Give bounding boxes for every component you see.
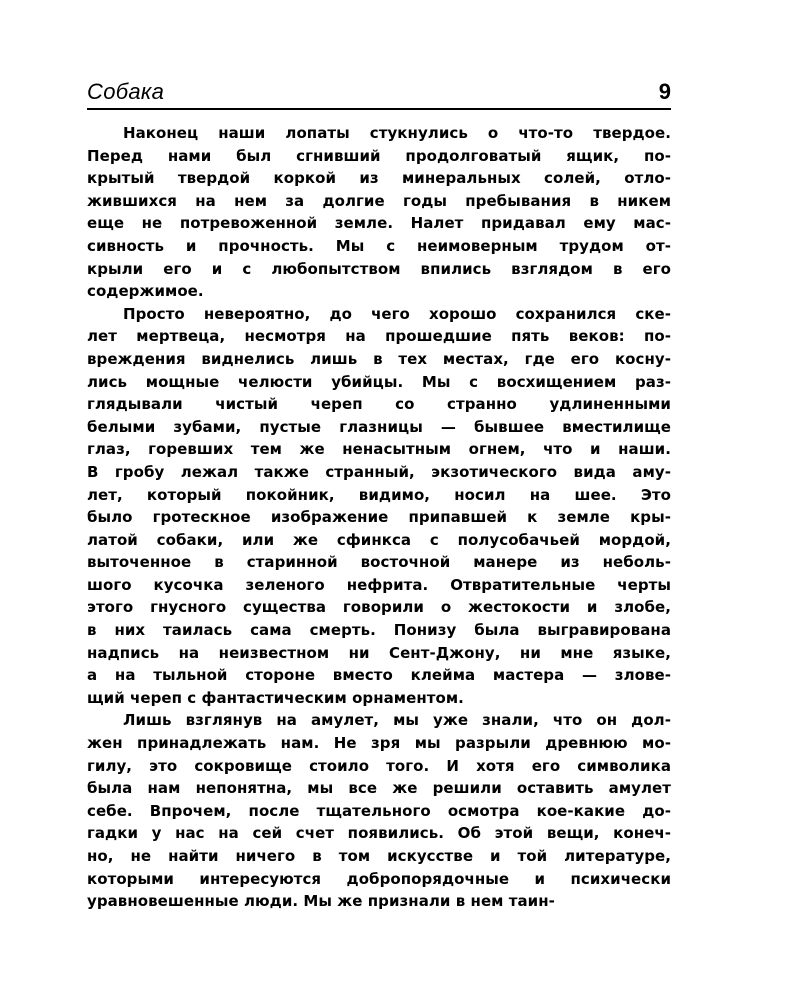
text-line: Перед нами был сгнивший продолговатый ящик, по- [87,146,671,165]
text-line: В гробу лежал также странный, экзотического вида аму- [87,462,671,481]
text-line: жившихся на нем за долгие годы пребывания в никем [87,191,671,210]
text-line: содержимое. [87,282,204,301]
text-line: Наконец наши лопаты стукнулись о что-то твердое. [123,124,671,142]
text-line: еще не потревоженной земле. Налет придавал ему мас- [87,214,671,233]
text-line: была нам непонятна, мы все же решили оставить амулет [87,779,671,798]
text-line: которыми интересуются добропорядочные и психически [87,869,671,888]
text-line: выточенное в старинной восточной манере из неболь- [87,553,671,572]
text-line: глаз, горевших тем же ненасытным огнем, что и наши. [87,440,671,459]
text-line: глядывали чистый череп со странно удлиненными [87,395,671,414]
text-line: Лишь взглянув на амулет, мы уже знали, что он дол- [123,711,671,730]
text-line: себе. Впрочем, после тщательного осмотра кое-какие до- [87,801,671,820]
body-text [87,122,671,913]
running-title: Собака [87,79,165,104]
text-line: этого гнусного существа говорили о жестокости и злобе, [87,598,671,617]
text-line: в них таилась сама смерть. Понизу была выгравирована [87,621,671,640]
text-line: латой собаки, или же сфинкса с полусобачьей мордой, [87,530,671,549]
text-line: было гротескное изображение припавшей к земле кры- [87,508,671,527]
text-line: лет мертвеца, несмотря на прошедшие пять веков: по- [87,327,671,346]
text-line: крытый твердой коркой из минеральных солей, отло- [87,169,671,188]
book-page [87,76,671,913]
text-line: белыми зубами, пустые глазницы — бывшее вместилище [87,417,671,436]
text-line: сивность и прочность. Мы с неимоверным трудом от- [87,236,671,255]
text-line: гилу, это сокровище стоило того. И хотя его символика [87,756,671,775]
text-line: щий череп с фантастическим орнаментом. [87,688,464,707]
text-line: гадки у нас на сей счет появились. Об этой вещи, конеч- [87,824,671,843]
text-line: лет, который покойник, видимо, носил на шее. Это [87,485,671,504]
running-header [87,76,671,110]
text-line: крыли его и с любопытством впились взглядом в его [87,259,671,278]
page-number: 9 [658,79,671,104]
text-line: Просто невероятно, до чего хорошо сохранился ске- [123,304,671,323]
text-line: вреждения виднелись лишь в тех местах, где его косну- [87,349,671,368]
text-line: лись мощные челюсти убийцы. Мы с восхищением раз- [87,372,671,391]
text-line: а на тыльной стороне вместо клейма мастера — злове- [87,666,671,685]
text-line: уравновешенные люди. Мы же признали в нем таин- [87,892,555,911]
text-line: шого кусочка зеленого нефрита. Отвратительные черты [87,575,671,594]
text-line: жен принадлежать нам. Не зря мы разрыли древнюю мо- [87,734,671,753]
text-line: но, не найти ничего в том искусстве и той литературе, [87,847,671,865]
text-line: надпись на неизвестном ни Сент-Джону, ни мне языке, [87,643,671,662]
